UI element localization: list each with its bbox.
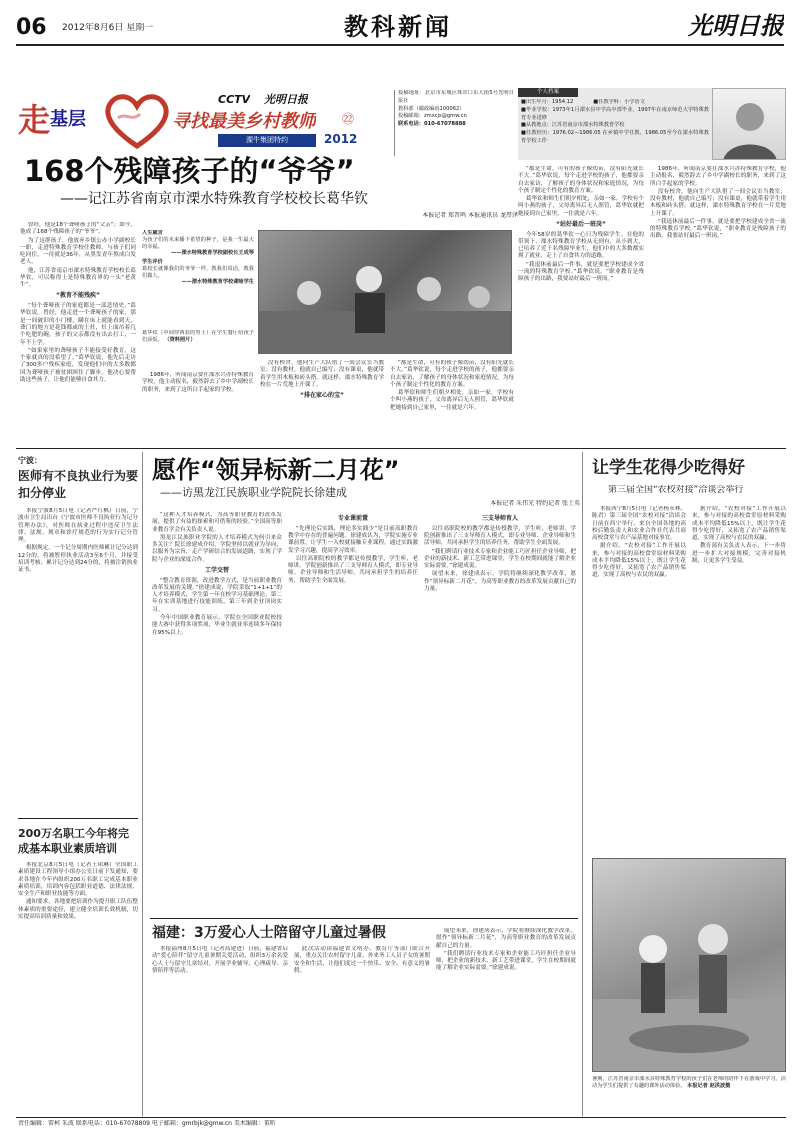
column-rule — [142, 452, 143, 1116]
story2-headline: 愿作“领异标新二月花” — [152, 456, 400, 484]
paragraph: “我退休前最后一件事，就是要把学校建成全省一流的特殊教育学校。”葛华钦说，“职业教育是残障孩子的出路，我要站好最后一班岗。” — [518, 261, 644, 283]
section-title: 教科新闻 — [344, 13, 452, 41]
story4-photo — [592, 858, 786, 1072]
story3-col-2 — [294, 946, 430, 1110]
paragraph: “我们聘请行业技术专家和企业能工巧匠担任企业导师，把企业的新技术、新工艺带进课堂，学生在校期间就能了解企业实际需要。”徐建成说。 — [424, 548, 576, 570]
banner-title: 寻找最美乡村教师 — [172, 111, 316, 132]
motto-signature: ——溧水特殊教育学校副校长王成琴 — [170, 250, 254, 257]
main-col-3 — [260, 360, 384, 444]
paragraph: “我们聘请行业技术专家和企业能工巧匠担任企业导师，把企业的新技术、新工艺带进课堂，学生在校期间就能了解企业实际需要。”徐建成说。 — [436, 950, 576, 972]
photo-caption-box — [142, 230, 254, 326]
profile-education: ■毕业学校：1973年1月溧水县中学高中部毕业，1997年在南京师范大学特殊教育专业进修 — [521, 106, 709, 121]
column-rule-2 — [582, 452, 583, 1116]
main-byline: 本报记者 郑晋鸣 本报通讯员 龙厚泽 — [422, 212, 518, 219]
paragraph: 葛华钦和师生们朝夕相处，亲如一家。学校有个叫小燕的孩子，父母离异后无人照管，葛华钦就把她接到自己家里，一住就是六年。 — [390, 390, 514, 411]
portrait-photo — [712, 88, 786, 160]
paragraph: “这种人才培养模式，为高等职业教育的改革发展，提供了有益的探索和可借鉴的经验。”全国高等职业教育学会有关负责人说。 — [152, 512, 282, 533]
section-heading: 三支导师育人 — [481, 515, 518, 522]
paragraph: 本报北京8月5日电（记者王珺琳）全国职工素质建设工程领导小组办公室日前下发通知，要求各地在今年内组织200万名职工完成基本职业素质培训，培训内容包括职业道德、法律法规、安全生产和职业技能等方面。 — [18, 862, 138, 898]
paragraph: “我退休前最后一件事，就是要把学校建成全省一流的特殊教育学校。”葛华钦说，“职业教育是残障孩子的出路，我要站好最后一班岗。” — [650, 218, 786, 240]
paragraph: 根据规定，一个记分周期内医师累计记分达到12分的，将被暂停执业活动3至6个月，并接受培训考核；累计记分达到24分的，将被注销执业证书。 — [18, 545, 138, 574]
story2-col-1 — [152, 512, 282, 912]
brief-divider — [18, 818, 138, 819]
story2-col-2 — [288, 512, 418, 912]
section-heading: “站好最后一班岗” — [556, 220, 606, 228]
paragraph: 1986年，听闻南京要在溧水兴办特殊教育学校，他主动报名，毅然辞去了乡中学副校长的职务，来到了这所白手起家的学校。 — [650, 166, 786, 187]
banner-lead-char: 走 — [18, 101, 51, 139]
story3-divider — [150, 918, 578, 919]
masthead-logo: 光明日报 — [688, 11, 784, 40]
footer-credits: 责任编辑：雷柯 朱波 联系电话：010-67078809 电子邮箱：gmrbjk@gmw.cn 美术编辑：董昕 — [18, 1120, 276, 1127]
profile-subject: ■任教学科：小学语文 — [593, 99, 645, 105]
paragraph: 黑龙江民族职业学院的人才培养模式为何引来众多关注？院长徐建成介绍，学院坚持以就业为导向，以服务为宗旨，走产学研结合的发展道路，实现了学院与企业的深度合作。 — [152, 534, 282, 563]
paragraph: 1986年，听闻南京要在溧水兴办特殊教育学校，他主动报名，毅然辞去了乡中学副校长的职务，来到了这所白手起家的学校。 — [142, 372, 254, 393]
profile-born: ■出生年月：1954.12 — [521, 99, 574, 105]
story2-col-3 — [424, 512, 576, 912]
profile-continued — [518, 166, 644, 466]
main-col-4 — [390, 360, 514, 444]
paragraph: “如果家里的聋哑孩子不能接受好教育，这个家就真的没希望了。”葛华钦说，他先后走访了300多户残疾家庭，发现他们中的大多数都因为聋哑孩子被贫困困住了脚步。他决心要帮助这些孩子，让他们能够自食其力。 — [20, 347, 136, 383]
section-divider — [16, 448, 786, 449]
story4-photo-caption: 暑期，江苏省南京市溧水县特殊教育学校的孩子们在老师的陪伴下在游戏中学习。活动为学生们提供了有趣的课外活动体验。 本报记者 赵洪波摄 — [592, 1076, 786, 1089]
story4-subheadline: 第三届全国“农校对接”洽谈会举行 — [608, 485, 744, 495]
story2-subheadline: ——访黑龙江民族职业学院院长徐建成 — [160, 486, 347, 499]
paragraph: 展望未来，徐建成表示，学院将继续深化教学改革，愿作“领异标新二月花”，为高等职业教育的改革发展贡献自己的力量。 — [436, 928, 576, 949]
main-col-2 — [142, 372, 254, 444]
paragraph: “每个聋哑孩子的家庭都是一部悲情史。”葛华钦说。曾经，他走进一个聋哑孩子的家，那是一间破旧的小门楼，瞒在床上就能看到天，聋门的地方是花钱都或的土灶，灶上面吊着几个吃肥的碗，孩子的父亲都没有出去打工，一年不上学。 — [20, 303, 136, 346]
review-heading: 学生评价 — [142, 259, 163, 265]
profile-heading: 个人档案 — [518, 88, 578, 97]
paragraph: 为了这群孩子，他放弃乡镇公办小学副校长一职，走进特殊教育学校任教师，与孩子们同吃同住，一待就是36年，从黑发青年熬成白发老人。 — [20, 237, 136, 266]
story4-headline: 让学生花得少吃得好 — [592, 458, 745, 478]
profile-school: ■从教地点：江苏省南京市溧水特殊教育学校 — [521, 122, 625, 129]
profile-history: ■任教经历：1976.02—1986.05 在乡镇中学任教，1986.05至今在溧水特殊教育学校工作 — [521, 130, 709, 144]
story4-col-2 — [692, 506, 786, 846]
profile-continued-2 — [650, 166, 786, 466]
paragraph: 展望未来，徐建成表示，学院将继续深化教学改革，愿作“领异标新二月花”，为高等职业教育的改革发展贡献自己的力量。 — [424, 571, 576, 592]
section-heading: 专业课前置 — [337, 515, 368, 522]
paragraph: “都是生命，可有的孩子像幼苗，没有阳光就长不大。”葛华钦说，每个走进学校的孩子，他都要亲自去家访，了解孩子的身体状况和家庭情况，为每个孩子制定个性化的教育方案。 — [518, 166, 644, 194]
heart-logo-icon — [100, 88, 174, 152]
paragraph: 本报西宁8月5日电（记者杨永林、陈君）第三届全国“农校对接”洽谈会日前在西宁举行。来自全国各地的高校后勤负责人和农业合作社代表共商高校食堂与农产品基地对接事宜。 — [592, 506, 686, 542]
main-subheadline: ——记江苏省南京市溧水特殊教育学校校长葛华钦 — [60, 191, 368, 207]
paragraph: 据介绍，“农校对接”工作开展以来，参与对接的高校食堂原材料采购成本平均降低15%以上，既让学生花得少吃得好，又拓宽了农产品销售渠道，实现了高校与农民的双赢。 — [592, 543, 686, 579]
paragraph: “都是生命，可有的孩子像幼苗，没有阳光就长不大。”葛华钦说，每个走进学校的孩子，他都要亲自去家访，了解孩子的身体状况和家庭情况，为每个孩子制定个性化的教育方案。 — [390, 360, 514, 388]
brief2-headline: 200万名职工今年将完成基本职业素质培训 — [18, 827, 129, 856]
brief-headline: 医师有不良执业行为要扣分停业 — [18, 469, 138, 500]
submission-box — [394, 90, 514, 156]
banner-lead-rest: 基层 — [50, 109, 86, 130]
submit-address: 投稿地址：北京市东城区珠市口东大街5号光明日报社 — [398, 90, 514, 104]
motto-text: 为孩子们的未来播下希望的种子，是我一生最大的幸福。 — [142, 236, 254, 250]
story2-byline: 本报记者 朱伟光 特约记者 张士英 — [490, 500, 580, 507]
paragraph: 教育部有关负责人表示，下一步将进一步扩大对接规模，完善对接机制，让更多学生受益。 — [692, 543, 786, 564]
issue-date: 2012年8月6日 星期一 — [62, 23, 154, 33]
paragraph: 据介绍，“农校对接”工作开展以来，参与对接的高校食堂原材料采购成本平均降低15%以上，既让学生花得少吃得好，又拓宽了农产品销售渠道，实现了高校与农民的双赢。 — [692, 506, 786, 542]
paragraph: 没有校舍，他向生产大队借了一间会议室当教室；没有教材，他就自己编写；没有课桌，他就带着学生用木板和砖头搭。就这样，溧水特殊教育学校在一片荒地上开课了。 — [650, 188, 786, 217]
photo-credit: （资料照片） — [164, 336, 196, 343]
paragraph: 他，江苏省南京市溧水特殊教育学校校长葛华钦，可以称得上是特殊教育界的一头“老黄牛”。 — [20, 267, 136, 289]
footer-rule — [16, 1117, 786, 1118]
gmrb-logo: 光明日报 — [264, 93, 308, 106]
brief-kicker: 宁波： — [18, 456, 42, 465]
main-col-1 — [20, 222, 136, 444]
main-headline: 168个残障孩子的“爷爷” — [24, 154, 355, 188]
banner-number: ㉒ — [342, 112, 355, 126]
story3-col-1 — [152, 946, 288, 1110]
story4-photo-credit: 本报记者 赵洪波摄 — [687, 1082, 731, 1089]
story3-headline: 福建：3万爱心人士陪留守儿童过暑假 — [152, 925, 386, 941]
page-number: 06 — [16, 15, 47, 40]
paragraph: 以往高职院校的教学都是传授教学，学生听，老师讲。学院创新推出了三支导师育人模式，即专业导师、企业导师和生活导师，共同承担学生的培养任务，帮助学生全面发展。 — [424, 525, 576, 547]
paragraph: “先理论后实践，理论多实践少”是目前高职教育教学中存在的普遍问题。徐建成认为，学院实施专业课前置，让学生一入校就接触专业课程，通过实践激发学习兴趣，提高学习效率。 — [288, 525, 418, 554]
banner-year: 2012 — [324, 132, 358, 146]
brief2-body — [18, 862, 138, 1112]
paragraph: 本报宁波8月5日电（记者严红枫）日前，宁波市卫生局出台《宁波市医师不良执业行为记分管理办法》，对医师在执业过程中违反卫生法律、法规、规章和诊疗规范的行为实行记分管理。 — [18, 508, 138, 544]
section-heading: “排在家心的宝” — [300, 392, 344, 400]
paragraph: 通知要求，各地要把培训作为提升职工队伍整体素质的重要途径，建立健全培训长效机制，切实提高培训质量和效果。 — [18, 899, 138, 920]
banner-sponsor: 溧牛集团特约 — [218, 134, 316, 147]
paragraph: “整合教育资源，改进教学方式，是当前职业教育改革发展的关键。”徐建成说，学院采取“1+1+1”的人才培养模式，学生第一年在校学习基础理论，第二年在实训基地进行技能训练，第三年到企业顶岗实习。 — [152, 577, 282, 613]
paragraph: 本报福州8月5日电（记者高建进）日前，福建省启动“爱心陪伴”留守儿童暑期关爱活动，组织3万余名爱心人士与留守儿童结对，开展学业辅导、心理疏导、亲情陪伴等活动。 — [152, 946, 288, 974]
header-rule — [16, 44, 784, 46]
review-text: 葛校长就像我们的爷爷一样，教我们说话，教我们做人。 — [142, 265, 254, 279]
review-signature: ——溧水特殊教育学校聋哑学生 — [181, 279, 254, 286]
column-banner — [18, 88, 390, 152]
motto-heading: 人生箴言 — [142, 230, 163, 236]
paragraph: 没有校舍，他向生产大队借了一间会议室当教室；没有教材，他就自己编写；没有课桌，他就带着学生用木板和砖头搭。就这样，溧水特殊教育学校在一片荒地上开课了。 — [260, 360, 384, 388]
submit-phone: 联系电话：010-67078888 — [398, 121, 466, 128]
paragraph: 今年中国职业教育展示，学院在全国职业院校技能大赛中获得多项奖项，毕业生就业率连续多年保持在95%以上。 — [152, 614, 282, 636]
cctv-logo: CCTV — [218, 93, 251, 106]
paragraph: 曾经，他是18个聋哑孩子的“父亲”；如今，他成了168个残障孩子的“爷爷”。 — [20, 222, 136, 236]
submit-email: 投稿邮箱：zmxcjs@gmw.cn — [398, 113, 467, 120]
story4-col-1 — [592, 506, 686, 846]
paragraph: 此次活动由福建省文明办、教育厅等部门联合开展，重点关注农村留守儿童、外来务工人员子女的暑期安全和生活，让他们度过一个快乐、安全、有意义的暑假。 — [294, 946, 430, 974]
news-photo — [258, 230, 512, 354]
submit-postal: 教科部（邮政编码100062） — [398, 105, 465, 112]
paragraph: 以往高职院校的教学都是传授教学，学生听，老师讲。学院创新推出了三支导师育人模式，即专业导师、企业导师和生活导师，共同承担学生的培养任务，帮助学生全面发展。 — [288, 555, 418, 584]
paragraph: 今年58岁的葛华钦一心只为残障学生。在他的带领下，溧水特殊教育学校从无到有，从小到大，已培养了近千名残障毕业生，他们中的大多数都实现了就业，走上了自食其力的道路。 — [518, 231, 644, 260]
section-heading: “教育不能残疾” — [56, 292, 100, 300]
photo-caption: 葛华钦（中间穿西装的男士）在学生餐厅给孩子们添饭。 （资料照片） — [142, 330, 254, 343]
section-heading: 工学交替 — [204, 566, 229, 574]
brief-body — [18, 508, 138, 808]
paragraph: 葛华钦和师生们朝夕相处，亲如一家。学校有个叫小燕的孩子，父母离异后无人照管，葛华钦就把她接到自己家里，一住就是六年。 — [518, 196, 644, 217]
story2-tail — [436, 928, 576, 1110]
